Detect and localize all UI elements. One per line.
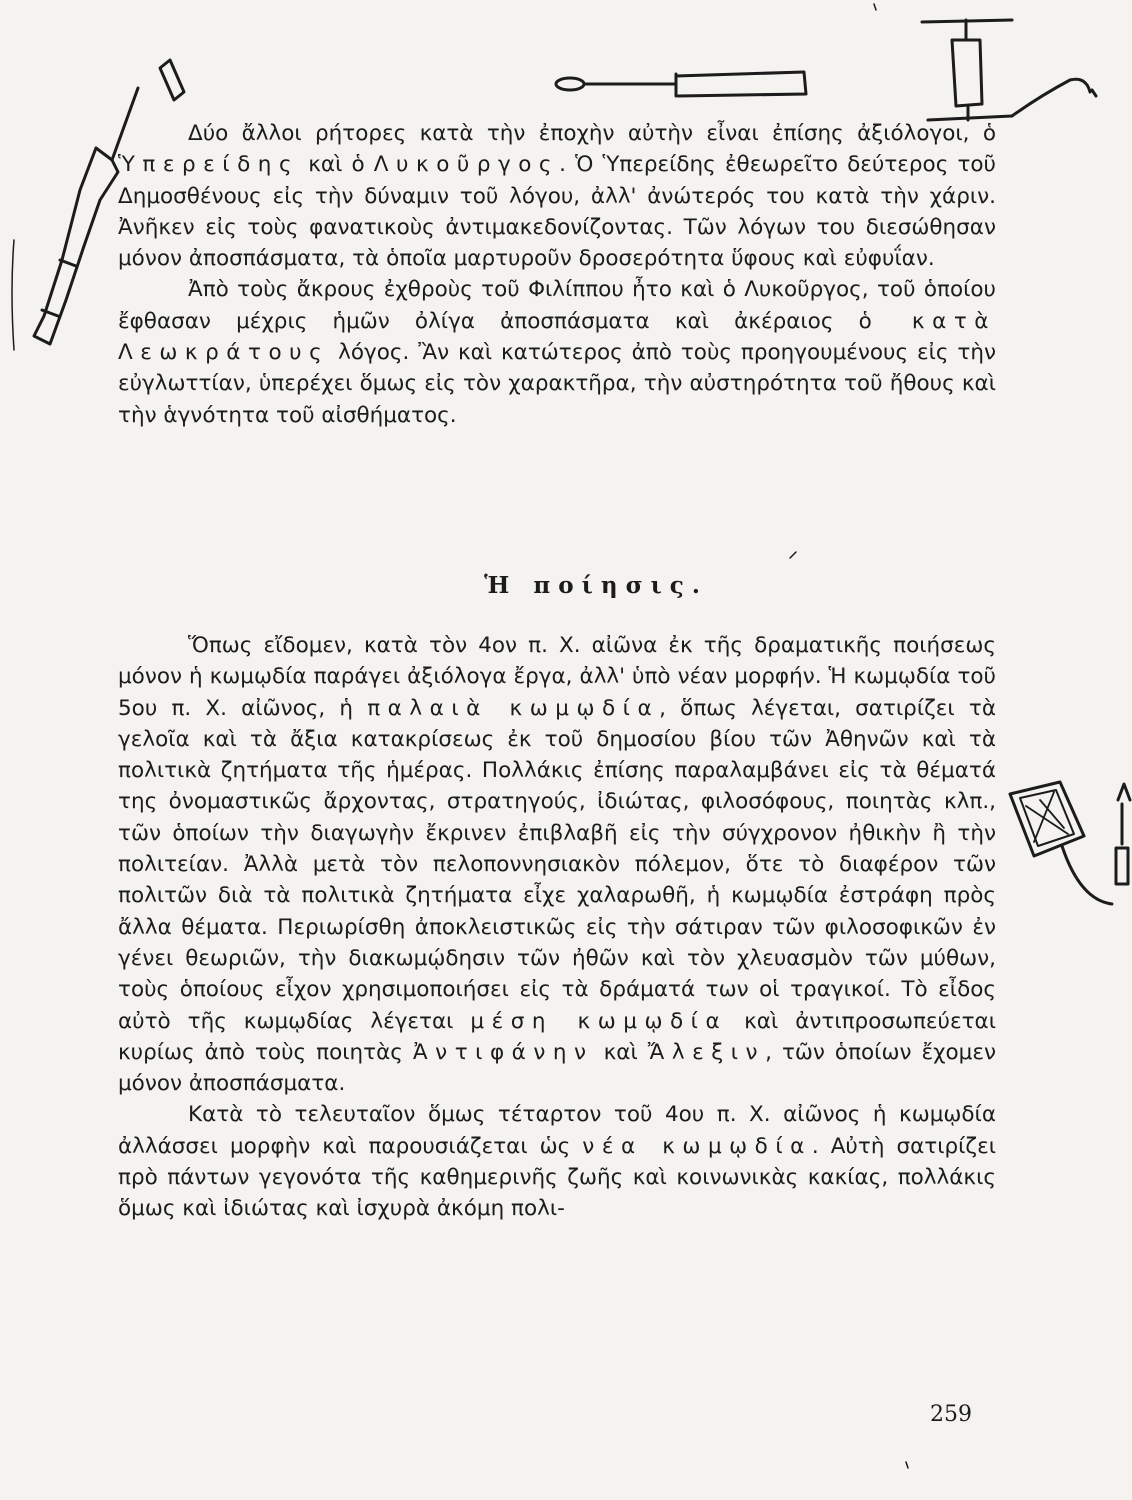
text-run: καὶ ὁ: [299, 152, 374, 178]
lamp-drawing-icon: [922, 20, 1096, 120]
text-run: Κατὰ τὸ τελευταῖον ὅμως τέταρτον τοῦ 4ου π. Χ. αἰῶνος ἡ κωμῳδία ἀλλάσσει μορφὴν καὶ παρουσιάζεται ὡς: [118, 1102, 996, 1159]
text-run: καὶ: [593, 1039, 648, 1065]
spaced-title-leokratous: ὁ κατὰ Λεωκράτους: [118, 308, 996, 366]
text-run: λόγος. Ἂν καὶ κατώτερος ἀπὸ τοὺς προηγουμένους εἰς τὴν εὐγλωττίαν, ὑπερέχει ὅμως εἰς τὸν χαρακτῆρα, τὴν αὐστηρότητα τοῦ ἤθους καὶ τὴν ἁγνότητα τοῦ αἰσθήματος.: [118, 340, 996, 428]
text-run: . Ὁ Ὑπερείδης ἐθεωρεῖτο δεύτερος τοῦ Δημοσθένους εἰς τὴν δύναμιν τοῦ λόγου, ἀλλ' ἀνώτερός του κατὰ τὴν χάριν. Ἀνῆκεν εἰς τοὺς φανατικοὺς ἀντιμακεδονίζοντας. Τῶν λόγων του διεσώθησαν μόνον ἀποσπάσματα, τὰ ὁποῖα μαρτυροῦν δροσερότητα ὕφους καὶ εὐφυΐαν.: [118, 152, 996, 272]
page-number: 259: [930, 1402, 972, 1427]
pencil-drawing-icon: [556, 72, 806, 96]
spaced-name-alexis: Ἄλεξιν: [647, 1039, 766, 1065]
text-run: Ὅπως εἴδομεν, κατὰ τὸν 4ον π. Χ. αἰῶνα ἐκ τῆς δραματικῆς ποιήσεως μόνον ἡ κωμῳδία παράγει ἀξιόλογα ἔργα, ἀλλ' ὑπὸ νέαν μορφήν. Ἡ κωμῳδία τοῦ 5ου π. Χ. αἰῶνος, ἡ: [118, 633, 996, 721]
spaced-term-middle-comedy: μέση κωμῳδία: [470, 1008, 728, 1034]
paragraph-comedy: [118, 630, 996, 1099]
spaced-name-antiphanes: Ἀντιφάνην: [412, 1039, 594, 1065]
text-block-upper: [118, 118, 996, 431]
text-run: Δύο ἄλλοι ρήτορες κατὰ τὴν ἐποχὴν αὐτὴν εἶναι ἐπίσης ἀξιόλογοι, ὁ: [188, 121, 996, 146]
text-block-lower: [118, 630, 996, 1225]
text-run: , τῶν ὁποίων ἔχομεν μόνον ἀποσπάσματα.: [118, 1039, 996, 1097]
section-heading: Ἡ ποίησις.: [484, 572, 708, 599]
text-run: , ὅπως λέγεται, σατιρίζει τὰ γελοῖα καὶ τὰ ἄξια κατακρίσεως ἐκ τοῦ δημοσίου βίου τῶν Ἀθηνῶν καὶ τὰ πολιτικὰ ζητήματα τῆς ἡμέρας. Πολλάκις ἐπίσης παραλαμβάνει εἰς τὰ θέματά της ὀνομαστικῶς ἄρχοντας, στρατηγούς, ἰδιώτας, φιλοσόφους, ποιητὰς κλπ., τῶν ὁποίων τὴν διαγωγὴν ἔκρινεν ἐπιβλαβῆ εἰς τὴν σύγχρονον ἠθικὴν ἢ τὴν πολιτείαν. Ἀλλὰ μετὰ τὸν πελοποννησιακὸν πόλεμον, ὅτε τὸ διαφέρον τῶν πολιτῶν διὰ τὰ πολιτικὰ ζητήματα εἶχε χαλαρωθῆ, ἡ κωμῳδία ἐστράφη πρὸς ἄλλα θέματα. Περιωρίσθη ἀποκλειστικῶς εἰς τὴν σάτιραν τῶν φιλοσοφικῶν ἐν γένει θεωριῶν, τὴν διακωμῴδησιν τῶν ἠθῶν καὶ τὸν χλευασμὸν τῶν μύθων, τοὺς ὁποίους εἶχον χρησιμοποιήσει εἰς τὰ δράματά των οἱ τραγικοί. Τὸ εἶδος αὐτὸ τῆς κωμῳδίας λέγεται: [118, 695, 996, 1034]
spaced-term-old-comedy: παλαιὰ κωμῳδία: [367, 695, 660, 721]
spaced-term-new-comedy: νέα κωμῳδία: [582, 1133, 812, 1159]
spaced-name-hypereides: Ὑπερείδης: [118, 152, 300, 178]
spaced-name-lykourgos: Λυκοῦργος: [373, 152, 560, 178]
text-run: καὶ ἀντιπροσωπεύεται κυρίως ἀπὸ τοὺς ποιητὰς: [118, 1008, 996, 1065]
paragraph-new-comedy: [118, 1099, 996, 1224]
text-run: . Αὐτὴ σατιρίζει πρὸ πάντων γεγονότα τῆς καθημερινῆς ζωῆς καὶ κοινωνικὰς κακίας, πολλάκις ὅμως καὶ ἰδιώτας καὶ ἰσχυρὰ ἀκόμη πολι-: [118, 1133, 997, 1222]
frame-lamp-drawing-icon: [1010, 782, 1130, 904]
text-run: Ἀπὸ τοὺς ἄκρους ἐχθροὺς τοῦ Φιλίππου ἦτο καὶ ὁ Λυκοῦργος, τοῦ ὁποίου ἔφθασαν μέχρις ἡμῶν ὀλίγα ἀποσπάσματα καὶ ἀκέραιος: [118, 277, 996, 334]
paragraph-lykourgos: [118, 274, 996, 430]
paragraph-rhetors: [118, 118, 996, 274]
